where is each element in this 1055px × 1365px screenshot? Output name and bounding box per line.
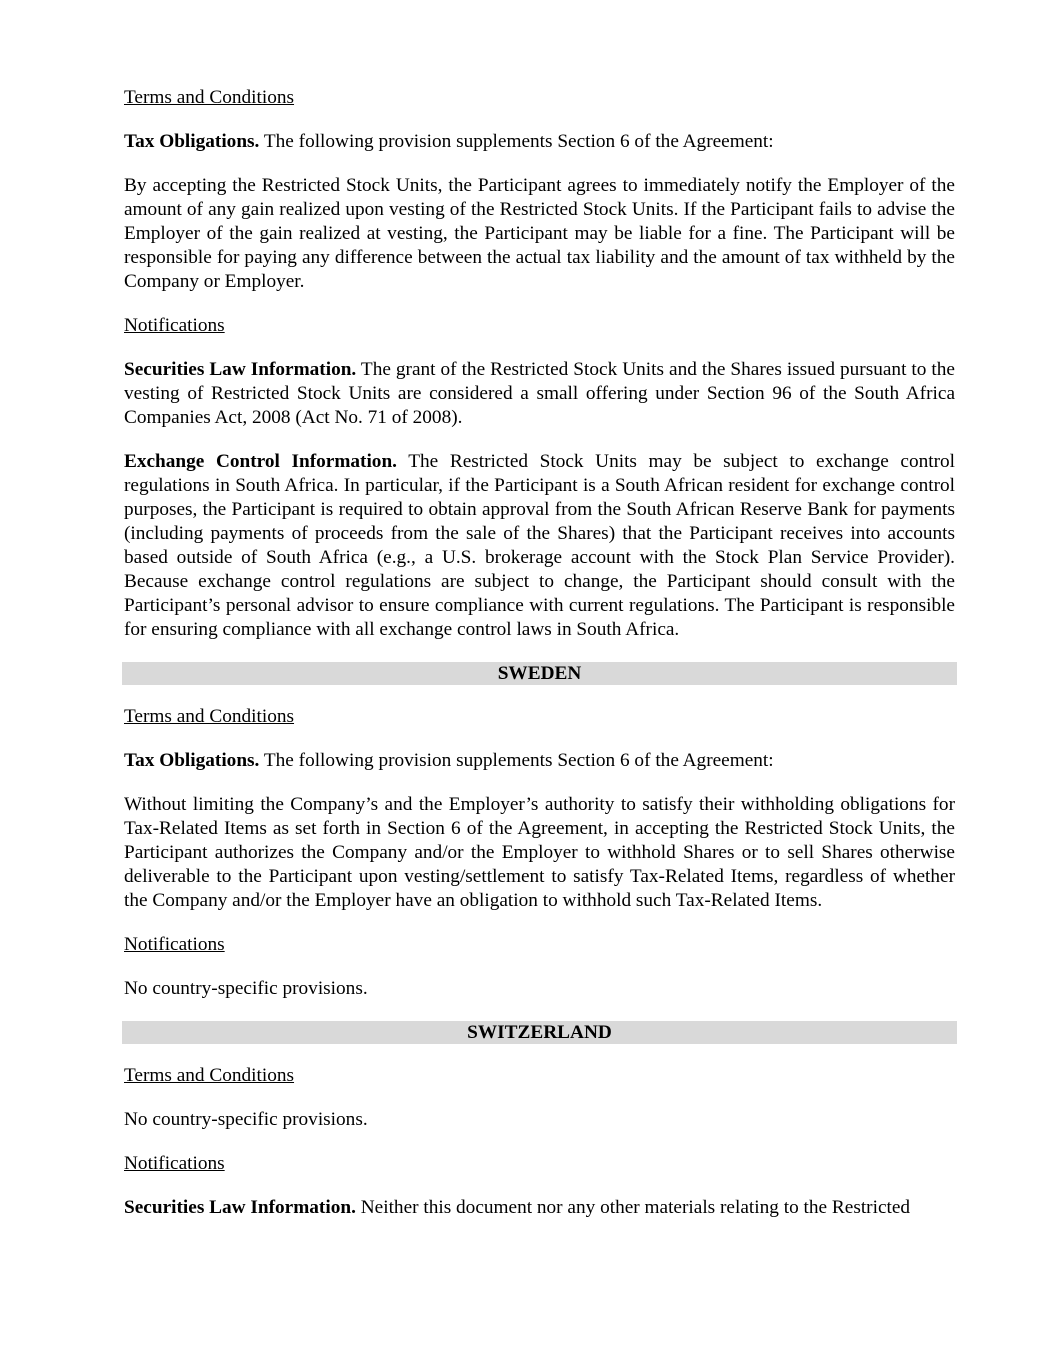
sa-tax-body: By accepting the Restricted Stock Units, the Participant agrees to immediately notify the Employer of the amount of any gain realized upon vesting of the Restricted Stock Units. If the Participant fails to advise the Employer of the gain realized at vesting, the Participant may be liable for a fine. The Participant will be responsible for paying any difference between the actual tax liability and the amount of tax withheld by the Company or Employer.: [124, 175, 955, 292]
sweden-tax-paragraph: [124, 749, 955, 773]
sa-tax-lead: The following provision supplements Section 6 of the Agreement:: [259, 131, 774, 152]
sa-notifications-heading: Notifications: [124, 315, 225, 336]
switzerland-securities-body: Neither this document nor any other materials relating to the Restricted: [355, 1197, 911, 1218]
sa-exchange-body: The Restricted Stock Units may be subject to exchange control regulations in South Africa. In particular, if the Participant is a South African resident for exchange control purposes, the Participant is required to obtain approval from the South African Reserve Bank for payments (including payments of proceeds from the sale of the Shares) that the Participant receives into accounts based outside of South Africa (e.g., a U.S. brokerage account with the Stock Plan Service Provider). Because exchange control regulations are subject to change, the Participant should consult with the Participant’s personal advisor to ensure compliance with current regulations. The Participant is responsible for ensuring compliance with all exchange control laws in South Africa.: [124, 451, 955, 640]
sa-securities-title: Securities Law Information.: [124, 359, 357, 380]
sweden-tax-title: Tax Obligations.: [124, 750, 260, 771]
sa-tax-paragraph: [124, 130, 955, 154]
sweden-tax-lead: The following provision supplements Section 6 of the Agreement:: [259, 750, 774, 771]
country-header-switzerland: SWITZERLAND: [122, 1021, 957, 1044]
switzerland-notifications-heading: Notifications: [124, 1153, 225, 1174]
sweden-tax-body: Without limiting the Company’s and the Employer’s authority to satisfy their withholding obligations for Tax-Related Items as set forth in Section 6 of the Agreement, in accepting the Restricted Stock Units, the Participant authorizes the Company and/or the Employer to withhold Shares or to sell Shares otherwise deliverable to the Participant upon vesting/settlement to satisfy Tax-Related Items, regardless of whether the Company and/or the Employer have an obligation to withhold such Tax-Related Items.: [124, 794, 955, 911]
switzerland-terms-heading: Terms and Conditions: [124, 1065, 295, 1086]
sa-securities-paragraph: [124, 358, 955, 430]
switzerland-securities-paragraph: [124, 1196, 955, 1220]
sweden-terms-heading: Terms and Conditions: [124, 706, 295, 727]
country-header-sweden: SWEDEN: [122, 662, 957, 685]
switzerland-securities-title: Securities Law Information.: [124, 1197, 356, 1218]
switzerland-terms-body: No country-specific provisions.: [124, 1109, 368, 1130]
sa-securities-body: The grant of the Restricted Stock Units and the Shares issued pursuant to the vesting of Restricted Stock Units are considered a small offering under Section 96 of the South Africa Companies Act, 2008 (Act No. 71 of 2008).: [124, 359, 955, 428]
sa-tax-title: Tax Obligations.: [124, 131, 260, 152]
sa-terms-heading: Terms and Conditions: [124, 87, 295, 108]
sa-exchange-paragraph: [124, 450, 955, 642]
document-page: [124, 86, 955, 1240]
sa-exchange-title: Exchange Control Information.: [124, 451, 397, 472]
sweden-notifications-body: No country-specific provisions.: [124, 978, 368, 999]
sweden-notifications-heading: Notifications: [124, 934, 225, 955]
